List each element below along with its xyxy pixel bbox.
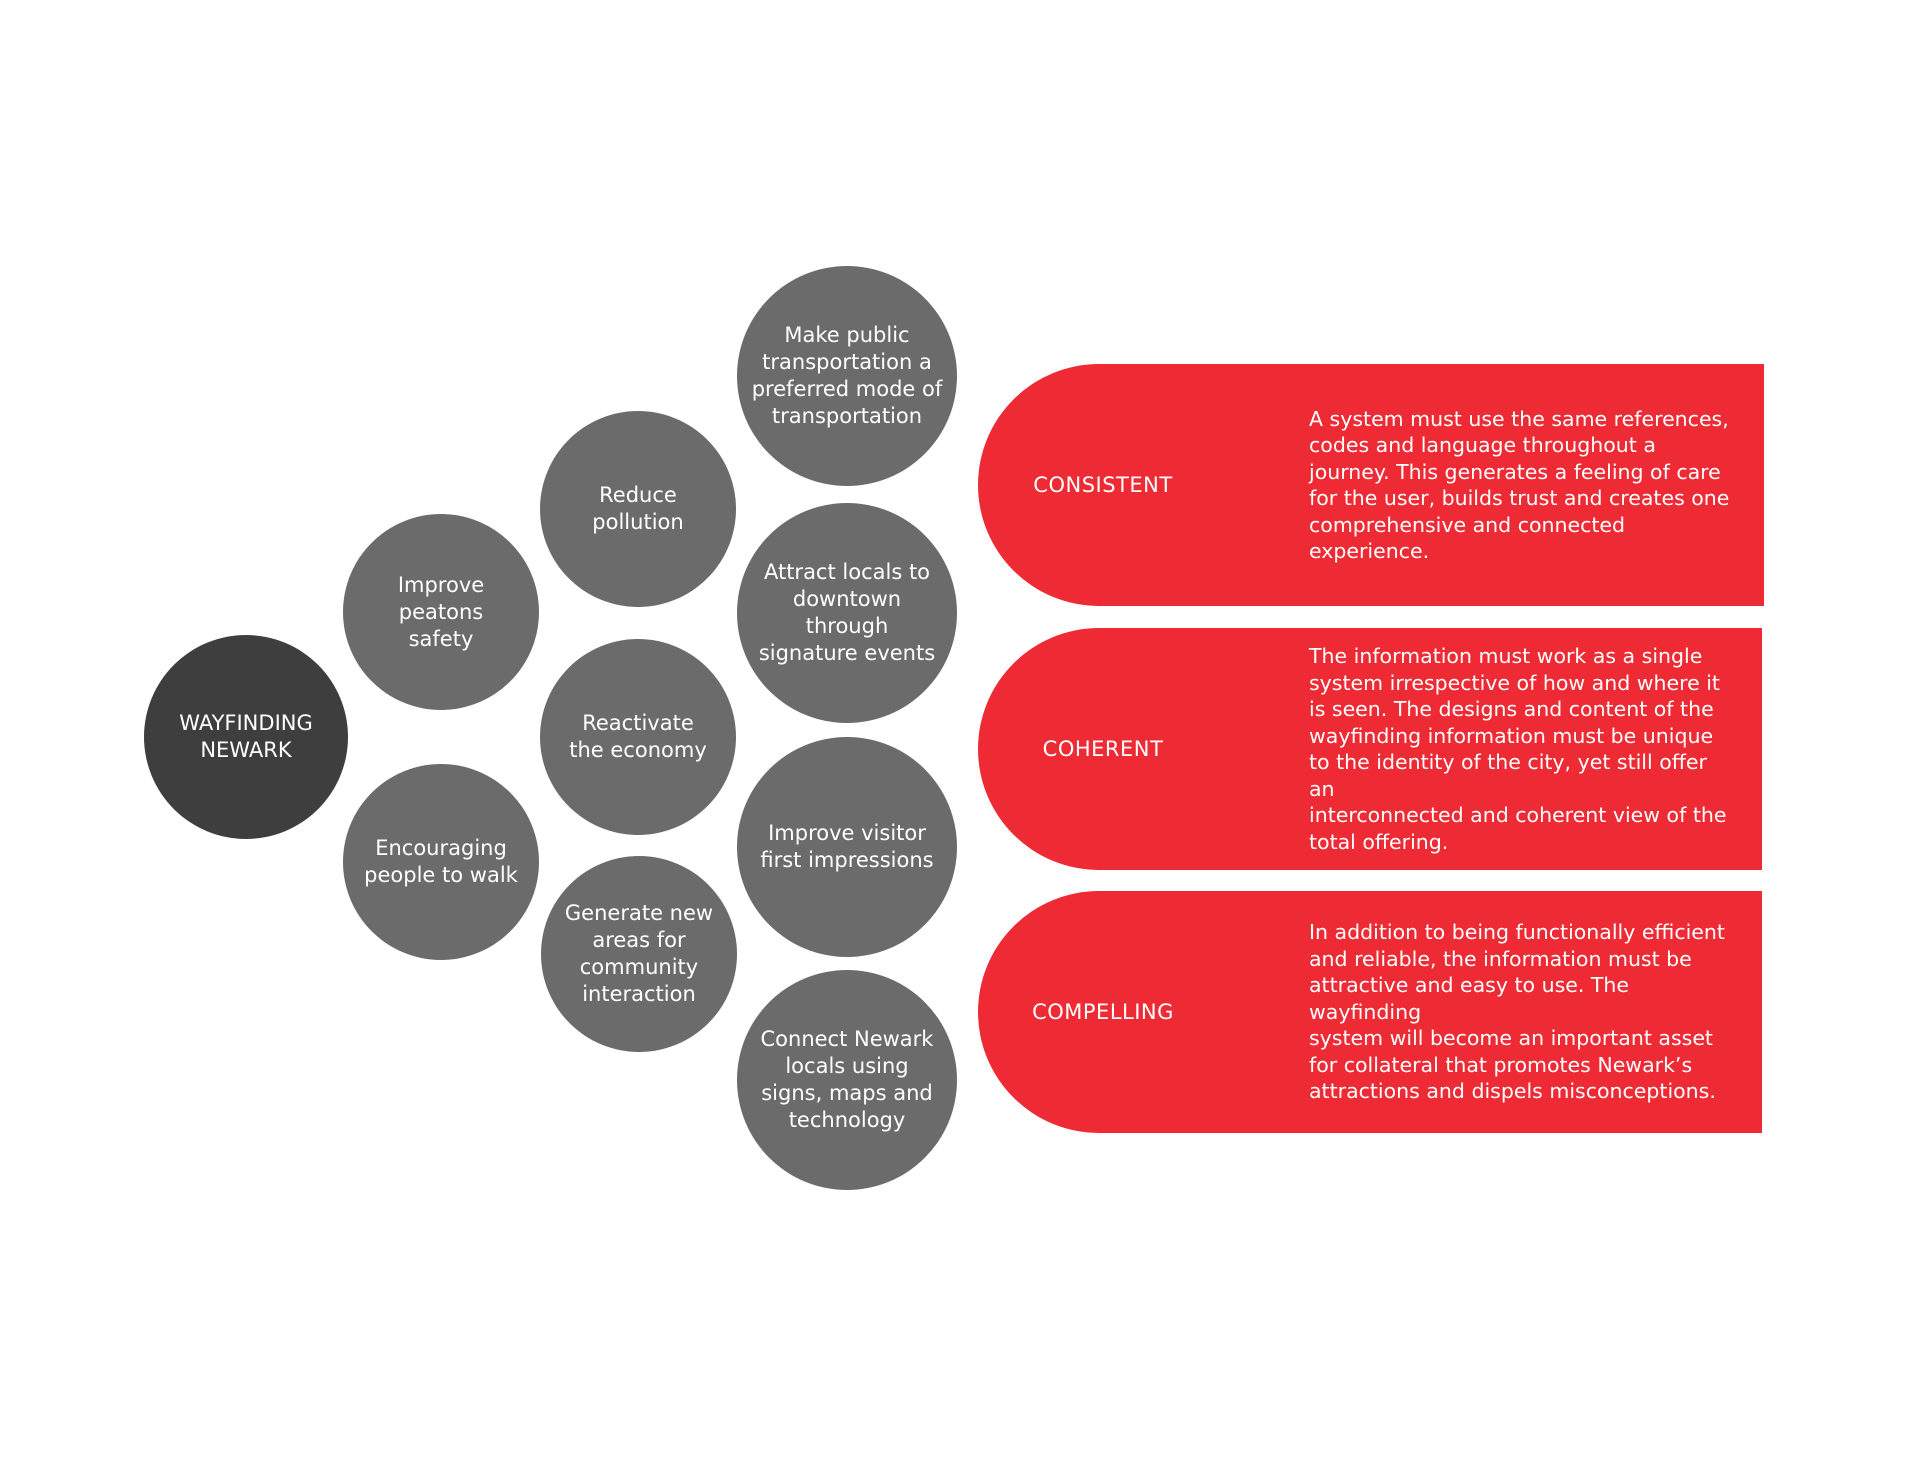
- goal-encourage-walking: Encouraging people to walk: [343, 764, 539, 960]
- principle-consistent-text: A system must use the same references, codes and language throughout a journey. This generates a feeling of care for the user, builds trust and creates one comprehensive and connected experience.: [1309, 406, 1730, 563]
- goal-improve-safety: Improve peatons safety: [343, 514, 539, 710]
- principle-coherent-label: COHERENT: [1042, 737, 1164, 761]
- principle-compelling-label: COMPELLING: [1032, 1000, 1174, 1024]
- principle-consistent-description: [1309, 364, 1734, 606]
- principle-compelling: [978, 891, 1762, 1133]
- goal-visitor-impressions: Improve visitor first impressions: [737, 737, 957, 957]
- goal-attract-locals: Attract locals to downtown through signature events: [737, 503, 957, 723]
- principle-coherent-description: [1309, 628, 1732, 870]
- principle-coherent-text: The information must work as a single system irrespective of how and where it is seen. The designs and content of the wayfinding information must be unique to the identity of the city, yet still offer an interconnected and coherent view of the total offering.: [1309, 644, 1727, 854]
- principle-consistent: [978, 364, 1764, 606]
- goal-connect-locals: Connect Newark locals using signs, maps and technology: [737, 970, 957, 1190]
- goal-reactivate-economy: Reactivate the economy: [540, 639, 736, 835]
- principle-consistent-label: CONSISTENT: [1033, 473, 1173, 497]
- principle-coherent: [978, 628, 1762, 870]
- goal-reduce-pollution: Reduce pollution: [540, 411, 736, 607]
- principle-compelling-description: [1309, 891, 1732, 1133]
- goal-public-transportation: Make public transportation a preferred mode of transportation: [737, 266, 957, 486]
- goal-community-areas: Generate new areas for community interaction: [541, 856, 737, 1052]
- principle-compelling-text: In addition to being functionally efficient and reliable, the information must be attractive and easy to use. The wayfinding system will become an important asset for collateral that promotes Newark’s attractions and dispels misconceptions.: [1309, 920, 1725, 1104]
- main-node-wayfinding-newark: WAYFINDING NEWARK: [144, 635, 348, 839]
